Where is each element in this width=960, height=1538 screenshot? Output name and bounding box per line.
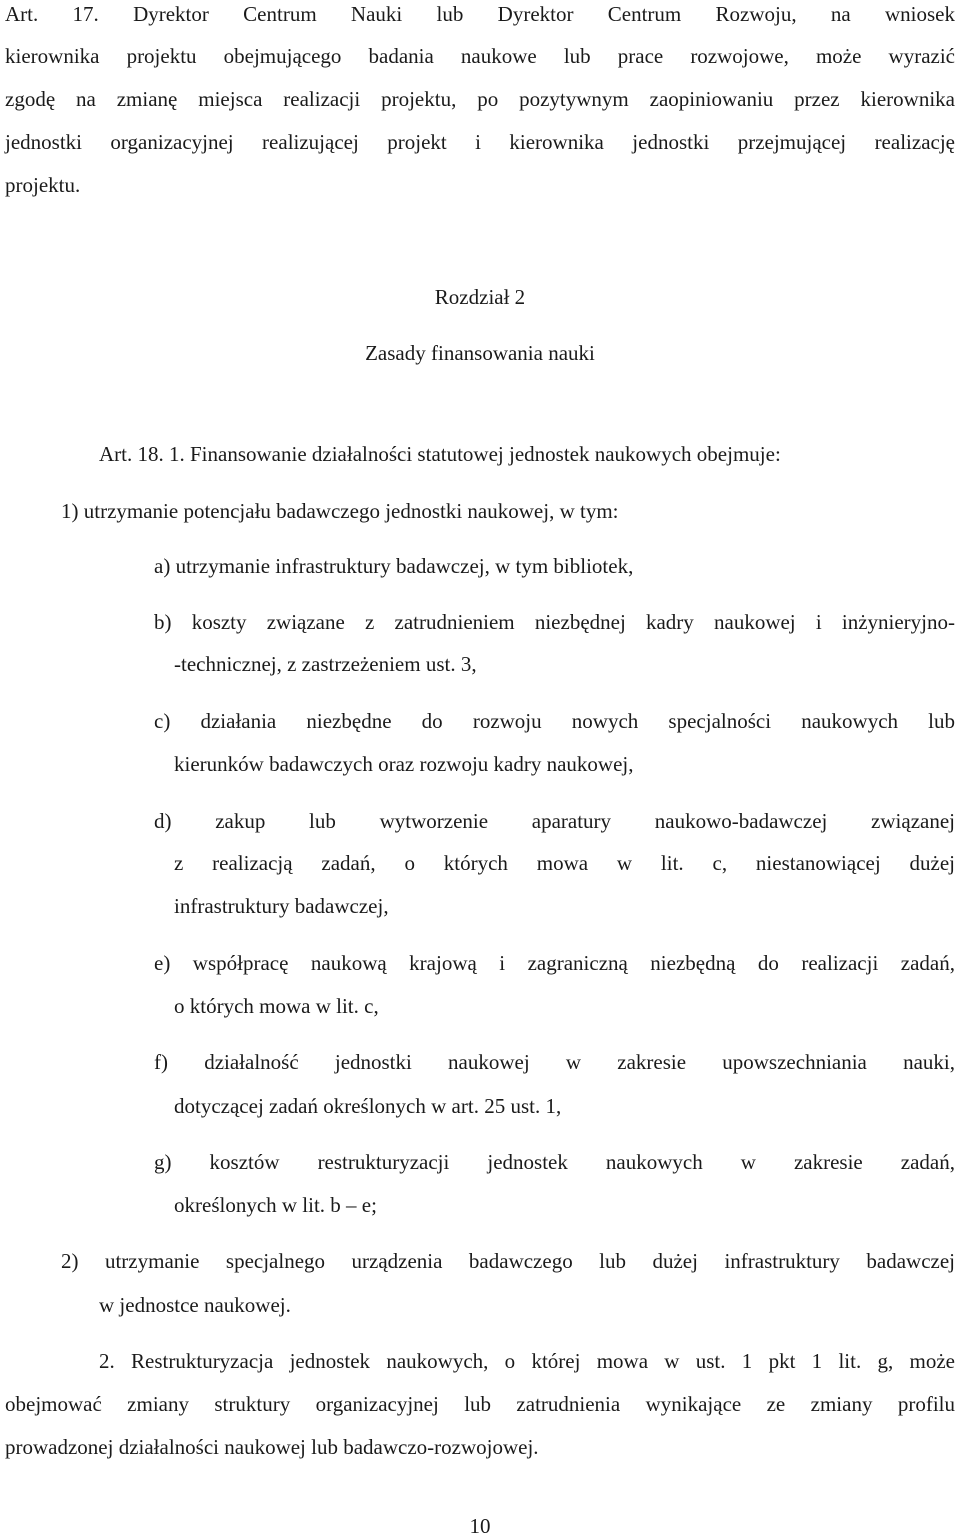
art17-line-5: projektu. (5, 173, 81, 197)
art18-point-2-line-1: 2) utrzymanie specjalnego urządzenia badawczego lub dużej infrastruktury badawczej (61, 1249, 955, 1273)
art18-section-2-line-1: 2. Restrukturyzacja jednostek naukowych, o której mowa w ust. 1 pkt 1 lit. g, może (99, 1349, 955, 1373)
art18-item-d-line-1: d) zakup lub wytworzenie aparatury naukowo-badawczej związanej (154, 809, 955, 833)
art18-point-2-line-2: w jednostce naukowej. (99, 1293, 291, 1317)
art18-item-f-line-1: f) działalność jednostki naukowej w zakresie upowszechniania nauki, (154, 1050, 955, 1074)
art18-item-e-line-1: e) współpracę naukową krajową i zagraniczną niezbędną do realizacji zadań, (154, 951, 955, 975)
art18-item-d-line-3: infrastruktury badawczej, (174, 894, 389, 918)
art18-item-d-line-2: z realizacją zadań, o których mowa w lit. c, niestanowiącej dużej (174, 851, 955, 875)
art18-item-c-line-1: c) działania niezbędne do rozwoju nowych specjalności naukowych lub (154, 709, 955, 733)
art18-section-2-line-3: prowadzonej działalności naukowej lub badawczo-rozwojowej. (5, 1435, 539, 1459)
art18-item-f-line-2: dotyczącej zadań określonych w art. 25 ust. 1, (174, 1094, 562, 1118)
page-number: 10 (469, 1514, 491, 1538)
art18-item-c-line-2: kierunków badawczych oraz rozwoju kadry naukowej, (174, 752, 634, 776)
art18-item-b-line-1: b) koszty związane z zatrudnieniem niezbędnej kadry naukowej i inżynieryjno- (154, 610, 955, 634)
art17-line-4: jednostki organizacyjnej realizującej projekt i kierownika jednostki przejmującej realizację (5, 130, 955, 154)
art17-line-2: kierownika projektu obejmującego badania naukowe lub prace rozwojowe, może wyrazić (5, 44, 955, 68)
art18-section-2-line-2: obejmować zmiany struktury organizacyjnej lub zatrudnienia wynikające ze zmiany profilu (5, 1392, 955, 1416)
art18-item-b-line-2: -technicznej, z zastrzeżeniem ust. 3, (174, 652, 477, 676)
art18-item-g-line-2: określonych w lit. b – e; (174, 1193, 377, 1217)
art18-intro: Art. 18. 1. Finansowanie działalności statutowej jednostek naukowych obejmuje: (99, 442, 781, 466)
chapter-title: Zasady finansowania nauki (365, 341, 595, 365)
art18-item-e-line-2: o których mowa w lit. c, (174, 994, 379, 1018)
art17-line-3: zgodę na zmianę miejsca realizacji projektu, po pozytywnym zaopiniowaniu przez kierownika (5, 87, 955, 111)
art18-item-a: a) utrzymanie infrastruktury badawczej, w tym bibliotek, (154, 554, 634, 578)
art17-line-1: Art. 17. Dyrektor Centrum Nauki lub Dyrektor Centrum Rozwoju, na wniosek (5, 2, 955, 26)
art18-point-1: 1) utrzymanie potencjału badawczego jednostki naukowej, w tym: (61, 499, 619, 523)
art18-item-g-line-1: g) kosztów restrukturyzacji jednostek naukowych w zakresie zadań, (154, 1150, 955, 1174)
chapter-number: Rozdział 2 (434, 285, 526, 309)
